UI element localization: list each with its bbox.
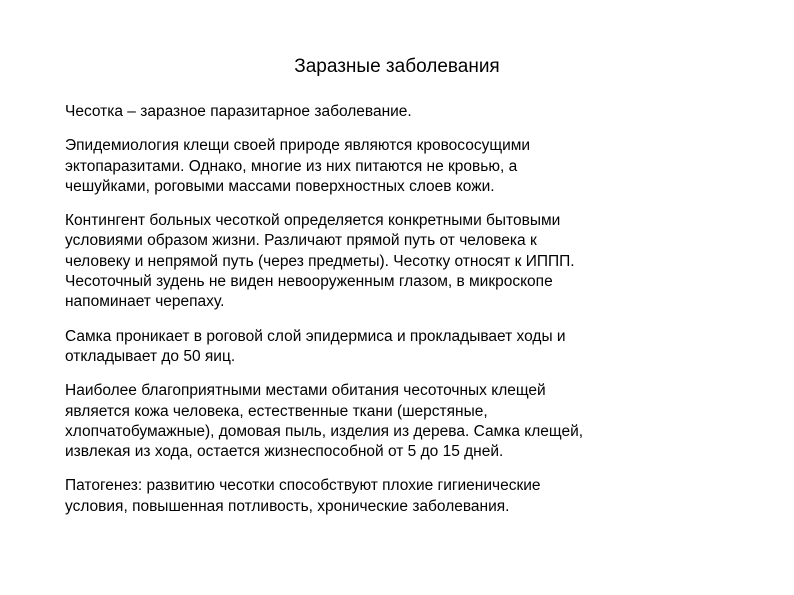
text-line: человеку и непрямой путь (через предметы). Чесотку относят к ИППП. xyxy=(65,252,575,270)
paragraph-epidemiology xyxy=(65,136,685,197)
text-line: хлопчатобумажные), домовая пыль, изделия из дерева. Самка клещей, xyxy=(65,422,584,440)
text-line: эктопаразитами. Однако, многие из них питаются не кровью, а xyxy=(65,157,518,175)
text-line: Самка проникает в роговой слой эпидермиса и прокладывает ходы и xyxy=(65,327,566,345)
text-line: условиями образом жизни. Различают прямой путь от человека к xyxy=(65,232,537,250)
slide-body xyxy=(65,102,685,531)
text-line: условия, повышенная потливость, хронические заболевания. xyxy=(65,497,510,515)
paragraph-contingent xyxy=(65,211,685,312)
text-line: чешуйками, роговыми массами поверхностных слоев кожи. xyxy=(65,177,495,195)
slide-title-text: Заразные заболевания xyxy=(294,56,500,77)
text-line: Эпидемиология клещи своей природе являются кровососущими xyxy=(65,137,531,155)
text-line: Патогенез: развитию чесотки способствуют плохие гигиенические xyxy=(65,477,541,495)
paragraph-definition xyxy=(65,102,685,122)
text-line: Наиболее благоприятными местами обитания чесоточных клещей xyxy=(65,382,546,400)
text-line: откладывает до 50 яиц. xyxy=(65,347,236,365)
text-line: является кожа человека, естественные ткани (шерстяные, xyxy=(65,402,488,420)
text-line: Контингент больных чесоткой определяется конкретными бытовыми xyxy=(65,212,561,230)
text-line: Чесотка – заразное паразитарное заболевание. xyxy=(65,103,412,120)
text-line: напоминает черепаху. xyxy=(65,293,225,311)
slide-title xyxy=(0,55,794,79)
paragraph-female-mite xyxy=(65,327,685,368)
paragraph-habitat xyxy=(65,381,685,462)
text-line: извлекая из хода, остается жизнеспособной от 5 до 15 дней. xyxy=(65,443,504,461)
text-line: Чесоточный зудень не виден невооруженным глазом, в микроскопе xyxy=(65,273,553,291)
paragraph-pathogenesis xyxy=(65,476,685,517)
